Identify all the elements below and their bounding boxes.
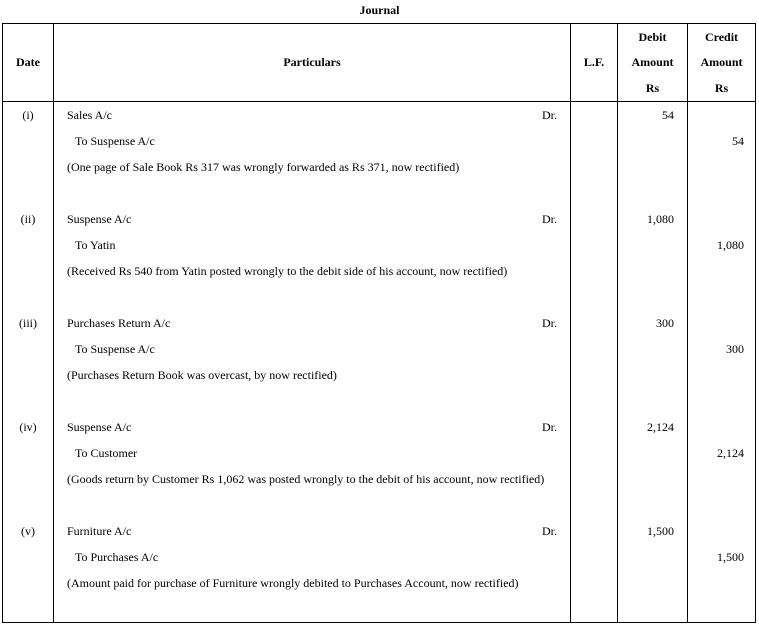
entry-credit-amount: 300 [726, 342, 744, 356]
entry-debit-account: Suspense A/c [67, 420, 132, 434]
column-divider-debit [687, 23, 688, 623]
entry-dr-label: Dr. [542, 108, 557, 122]
column-divider-particulars [570, 23, 571, 623]
entry-narration: (Purchases Return Book was overcast, by now rectified) [67, 368, 337, 382]
entry-debit-amount: 300 [656, 316, 674, 330]
entry-credit-account: To Yatin [75, 238, 116, 252]
header-credit-line2: Amount [700, 55, 743, 69]
entry-dr-label: Dr. [542, 212, 557, 226]
entry-credit-account: To Suspense A/c [75, 134, 155, 148]
journal-title: Journal [359, 3, 400, 17]
header-date: Date [16, 55, 40, 69]
entry-debit-amount: 54 [662, 108, 674, 122]
entry-debit-amount: 1,080 [647, 212, 674, 226]
column-divider-lf [617, 23, 618, 623]
entry-date: (iii) [19, 316, 37, 330]
entry-narration: (Amount paid for purchase of Furniture wrongly debited to Purchases Account, now rectified) [67, 576, 519, 590]
entry-credit-account: To Purchases A/c [75, 550, 159, 564]
entry-narration: (Goods return by Customer Rs 1,062 was posted wrongly to the debit of his account, now rectified) [67, 472, 545, 486]
entry-credit-account: To Suspense A/c [75, 342, 155, 356]
entry-debit-account: Sales A/c [67, 108, 112, 122]
entry-narration: (Received Rs 540 from Yatin posted wrongly to the debit side of his account, now rectified) [67, 264, 508, 278]
header-credit-line3: Rs [714, 81, 729, 95]
entry-credit-amount: 1,080 [717, 238, 744, 252]
header-particulars: Particulars [283, 55, 341, 69]
entry-debit-account: Suspense A/c [67, 212, 132, 226]
header-lf: L.F. [583, 55, 605, 69]
entry-credit-amount: 2,124 [717, 446, 744, 460]
entry-dr-label: Dr. [542, 420, 557, 434]
entry-dr-label: Dr. [542, 524, 557, 538]
entry-credit-amount: 1,500 [717, 550, 744, 564]
entry-narration: (One page of Sale Book Rs 317 was wrongly forwarded as Rs 371, now rectified) [67, 160, 460, 174]
header-debit-line3: Rs [645, 81, 660, 95]
entry-credit-amount: 54 [732, 134, 744, 148]
entry-date: (ii) [20, 212, 36, 226]
entry-debit-account: Furniture A/c [67, 524, 132, 538]
entry-date: (i) [22, 108, 34, 122]
header-debit-line2: Amount [631, 55, 674, 69]
entry-credit-account: To Customer [75, 446, 138, 460]
header-divider [2, 101, 756, 102]
header-debit-line1: Debit [638, 30, 667, 44]
entry-dr-label: Dr. [542, 316, 557, 330]
entry-debit-amount: 2,124 [647, 420, 674, 434]
entry-date: (iv) [19, 420, 37, 434]
entry-debit-account: Purchases Return A/c [67, 316, 171, 330]
entry-date: (v) [21, 524, 35, 538]
entry-debit-amount: 1,500 [647, 524, 674, 538]
header-credit-line1: Credit [704, 30, 739, 44]
column-divider-date [53, 23, 54, 623]
